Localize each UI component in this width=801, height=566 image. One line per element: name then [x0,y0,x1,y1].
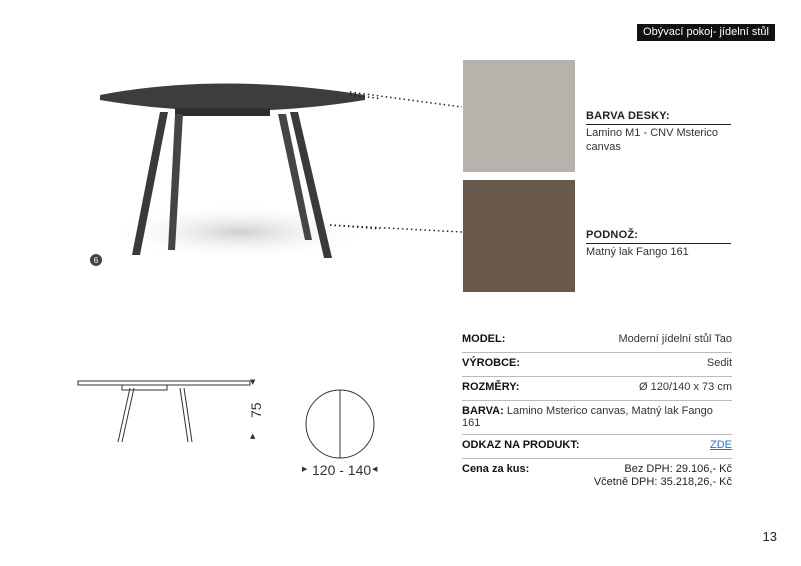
color-value: Lamino Msterico canvas, Matný lak Fango 161 [462,405,713,429]
spec-row-model [462,329,732,353]
link-label: ODKAZ NA PRODUKT: [462,439,580,451]
height-dimension: 75 [248,402,264,418]
spec-row-size [462,377,732,401]
price-inc-vat: Včetně DPH: 35.218,26,- Kč [593,476,732,488]
size-value: Ø 120/140 x 73 cm [639,381,732,393]
top-color-value: Lamino M1 - CNV Msterico canvas [586,127,719,153]
product-link[interactable]: ZDE [710,439,732,451]
maker-value: Sedit [706,357,732,369]
side-view [78,381,250,442]
color-spec [462,405,732,429]
top-color-label: BARVA DESKY: [586,109,731,125]
top-color-swatch [463,60,575,172]
base-color-spec [586,228,731,259]
technical-drawing [70,360,410,500]
width-arrow-icon: ▶ [302,465,308,473]
base-color-value: Matný lak Fango 161 [586,246,689,258]
page-number: 13 [762,529,777,544]
price-label: Cena za kus: [462,463,530,475]
width-arrow-icon: ◀ [372,465,378,473]
model-value: Moderní jídelní stůl Tao [618,333,732,345]
photo-badge: 6 [93,256,99,265]
base-color-label: PODNOŽ: [586,228,731,244]
price-values [594,463,732,489]
spec-row-color [462,401,732,435]
table-apron [175,108,270,116]
top-view [306,390,374,458]
spec-row-maker [462,353,732,377]
top-color-spec [586,109,731,154]
base-color-swatch [463,180,575,292]
spec-row-link [462,435,732,459]
height-arrow-icon: ▲ [250,432,256,440]
color-label: BARVA: [462,405,504,417]
width-dimension: 120 - 140 [312,462,372,478]
spec-table [462,329,732,494]
tabletop [100,84,365,112]
leader-lines [330,80,465,240]
spec-row-price [462,459,732,494]
size-label: ROZMĚRY: [462,381,520,393]
height-arrow-icon: ▼ [250,378,256,386]
maker-label: VÝROBCE: [462,357,521,369]
model-label: MODEL: [462,333,506,345]
price-ex-vat: Bez DPH: 29.106,- Kč [624,463,732,475]
category-label: Obývací pokoj- jídelní stůl [637,24,775,41]
